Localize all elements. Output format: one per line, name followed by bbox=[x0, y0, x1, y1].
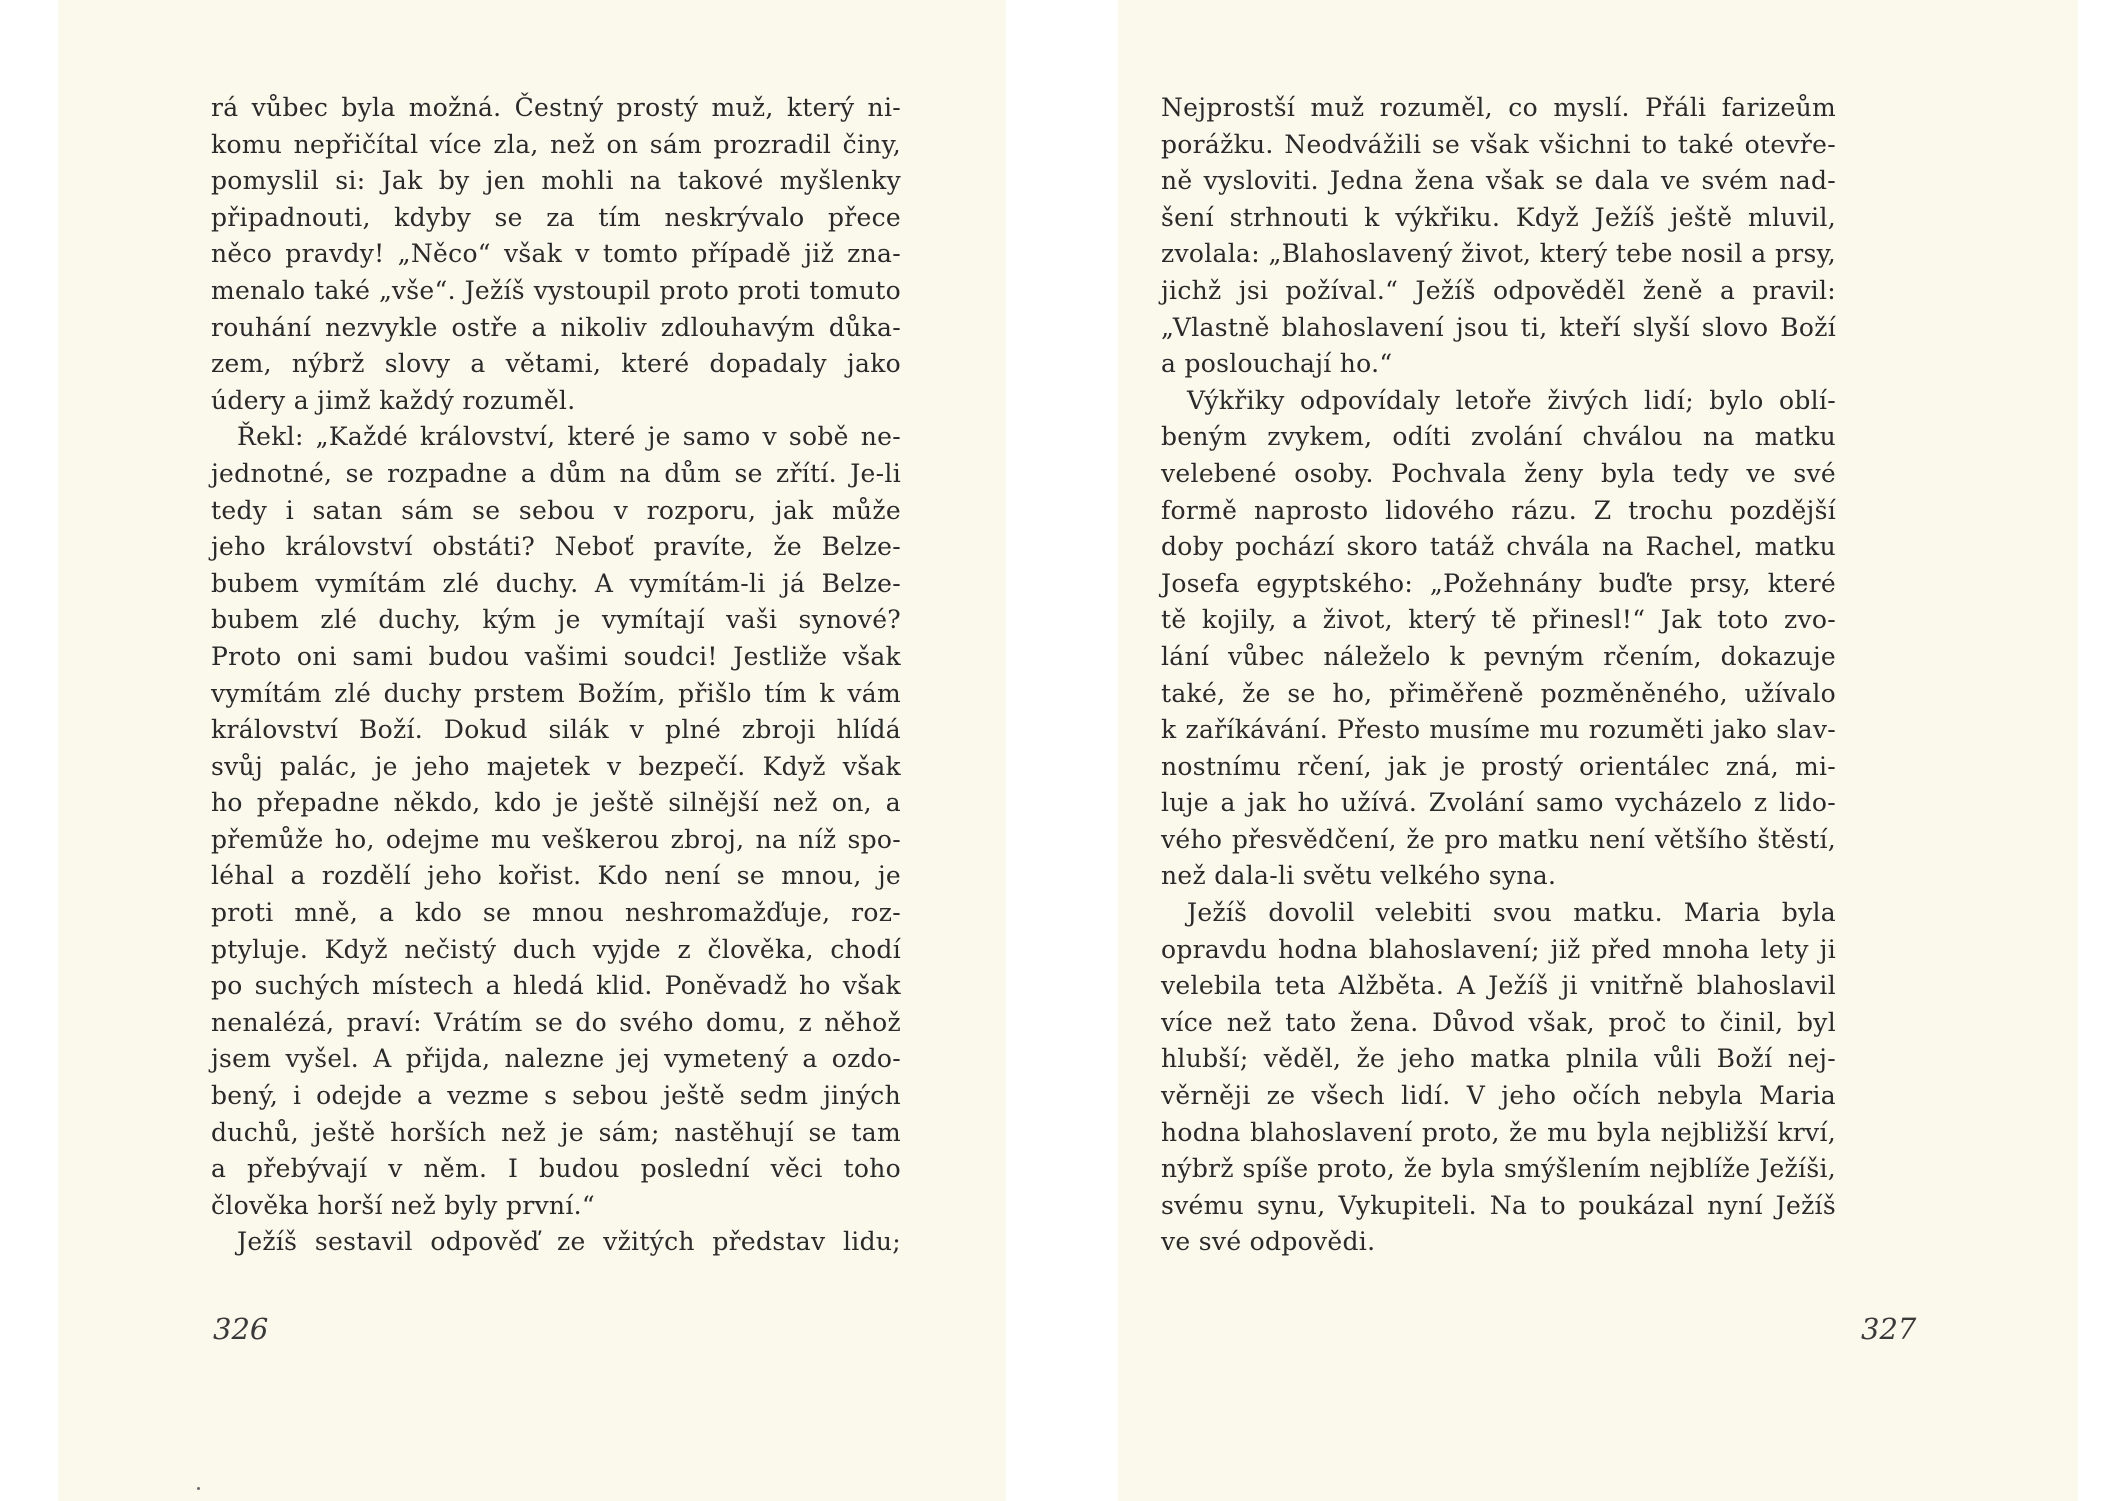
text-line: hodna blahoslavení proto, že mu byla nejbližší krví, bbox=[1161, 1117, 1836, 1147]
text-line: po suchých místech a hledá klid. Poněvadž ho však bbox=[211, 971, 901, 1001]
right-page-number: 327 bbox=[1861, 1312, 1917, 1346]
text-line: jeho království obstáti? Neboť pravíte, že Belze- bbox=[211, 532, 901, 562]
text-line: luje a jak ho užívá. Zvolání samo vycházelo z lido- bbox=[1161, 788, 1836, 818]
text-line: vého přesvědčení, že pro matku není většího štěstí, bbox=[1161, 824, 1836, 854]
text-line: zem, nýbrž slovy a větami, které dopadaly jako bbox=[211, 349, 901, 379]
text-line: věrněji ze všech lidí. V jeho očích nebyla Maria bbox=[1161, 1081, 1836, 1111]
right-page bbox=[1118, 0, 2078, 1501]
text-line: menalo také „vše“. Ježíš vystoupil proto proti tomuto bbox=[211, 275, 901, 305]
right-page-text bbox=[1161, 90, 1836, 1261]
text-line: svému synu, Vykupiteli. Na to poukázal nyní Ježíš bbox=[1161, 1190, 1836, 1220]
text-line: nýbrž spíše proto, že byla smýšlením nejblíže Ježíši, bbox=[1161, 1154, 1836, 1184]
text-line: ně vysloviti. Jedna žena však se dala ve svém nad- bbox=[1161, 166, 1836, 196]
text-line: tedy i satan sám se sebou v rozporu, jak může bbox=[211, 495, 901, 525]
text-line: rouhání nezvykle ostře a nikoliv zdlouhavým důka- bbox=[211, 312, 901, 342]
text-line: opravdu hodna blahoslavení; již před mnoha lety ji bbox=[1161, 934, 1836, 964]
text-line: hlubší; věděl, že jeho matka plnila vůli Boží nej- bbox=[1161, 1044, 1836, 1074]
text-line: velebené osoby. Pochvala ženy byla tedy ve své bbox=[1161, 458, 1836, 488]
text-line: ptyluje. Když nečistý duch vyjde z člověka, chodí bbox=[211, 934, 901, 964]
text-line: než dala-li světu velkého syna. bbox=[1161, 861, 1557, 891]
text-line: člověka horší než byly první.“ bbox=[211, 1190, 595, 1220]
text-line: Josefa egyptského: „Požehnány buďte prsy, které bbox=[1161, 568, 1836, 598]
text-line: proti mně, a kdo se mnou neshromažďuje, roz- bbox=[211, 898, 901, 928]
text-line: doby pochází skoro tatáž chvála na Rachel, matku bbox=[1161, 532, 1836, 562]
text-line: něco pravdy! „Něco“ však v tomto případě již zna- bbox=[211, 239, 901, 269]
text-line: porážku. Neodvážili se však všichni to také otevře- bbox=[1161, 129, 1836, 159]
text-line: jsem vyšel. A přijda, nalezne jej vymetený a ozdo- bbox=[211, 1044, 901, 1074]
text-line: pomyslil si: Jak by jen mohli na takové myšlenky bbox=[211, 166, 901, 196]
text-line: „Vlastně blahoslavení jsou ti, kteří slyší slovo Boží bbox=[1161, 312, 1836, 342]
text-line: Řekl: „Každé království, které je samo v sobě ne- bbox=[237, 422, 901, 452]
text-line: léhal a rozdělí jeho kořist. Kdo není se mnou, je bbox=[211, 861, 901, 891]
text-line: jednotné, se rozpadne a dům na dům se zřítí. Je-li bbox=[211, 458, 901, 488]
text-line: více než tato žena. Důvod však, proč to činil, byl bbox=[1161, 1007, 1836, 1037]
text-line: bubem vymítám zlé duchy. A vymítám-li já Belze- bbox=[211, 568, 901, 598]
text-line: Výkřiky odpovídaly letoře živých lidí; bylo oblí- bbox=[1187, 385, 1836, 415]
text-line: a přebývají v něm. I budou poslední věci toho bbox=[211, 1154, 901, 1184]
text-line: tě kojily, a život, který tě přinesl!“ Jak toto zvo- bbox=[1161, 605, 1836, 635]
text-line: Ježíš dovolil velebiti svou matku. Maria byla bbox=[1187, 898, 1836, 928]
text-line: k zaříkávání. Přesto musíme mu rozuměti jako slav- bbox=[1161, 715, 1836, 745]
paper-speck bbox=[197, 1487, 200, 1490]
text-line: připadnouti, kdyby se za tím neskrývalo přece bbox=[211, 202, 901, 232]
text-line: bený, i odejde a vezme s sebou ještě sedm jiných bbox=[211, 1081, 901, 1111]
text-line: Ježíš sestavil odpověď ze vžitých představ lidu; bbox=[237, 1227, 901, 1257]
text-line: duchů, ještě horších než je sám; nastěhují se tam bbox=[211, 1117, 901, 1147]
text-line: také, že se ho, přiměřeně pozměněného, užívalo bbox=[1161, 678, 1836, 708]
text-line: nenalézá, praví: Vrátím se do svého domu, z něhož bbox=[211, 1007, 901, 1037]
text-line: bubem zlé duchy, kým je vymítají vaši synové? bbox=[211, 605, 901, 635]
text-line: svůj palác, je jeho majetek v bezpečí. Když však bbox=[211, 751, 901, 781]
text-line: jichž jsi požíval.“ Ježíš odpověděl ženě a pravil: bbox=[1161, 275, 1836, 305]
text-line: formě naprosto lidového rázu. Z trochu pozdější bbox=[1161, 495, 1836, 525]
text-line: komu nepřičítal více zla, než on sám prozradil činy, bbox=[211, 129, 901, 159]
text-line: ve své odpovědi. bbox=[1161, 1227, 1376, 1257]
text-line: přemůže ho, odejme mu veškerou zbroj, na níž spo- bbox=[211, 824, 901, 854]
text-line: zvolala: „Blahoslavený život, který tebe nosil a prsy, bbox=[1161, 239, 1836, 269]
text-line: Proto oni sami budou vašimi soudci! Jestliže však bbox=[211, 641, 901, 671]
text-line: šení strhnouti k výkřiku. Když Ježíš ještě mluvil, bbox=[1161, 202, 1836, 232]
text-line: beným zvykem, odíti zvolání chválou na matku bbox=[1161, 422, 1836, 452]
left-page bbox=[58, 0, 1006, 1501]
text-line: a poslouchají ho.“ bbox=[1161, 349, 1393, 379]
text-line: rá vůbec byla možná. Čestný prostý muž, který ni- bbox=[211, 93, 901, 122]
text-line: království Boží. Dokud silák v plné zbroji hlídá bbox=[211, 715, 901, 745]
text-line: lání vůbec náleželo k pevným rčením, dokazuje bbox=[1161, 641, 1836, 671]
left-page-text bbox=[211, 90, 901, 1261]
text-line: nostnímu rčení, jak je prostý orientálec zná, mi- bbox=[1161, 751, 1836, 781]
text-line: vymítám zlé duchy prstem Božím, přišlo tím k vám bbox=[211, 678, 901, 708]
text-line: velebila teta Alžběta. A Ježíš ji vnitřně blahoslavil bbox=[1161, 971, 1836, 1001]
left-page-number: 326 bbox=[213, 1312, 269, 1346]
text-line: údery a jimž každý rozuměl. bbox=[211, 385, 576, 415]
text-line: Nejprostší muž rozuměl, co myslí. Přáli farizeům bbox=[1161, 93, 1836, 122]
text-line: ho přepadne někdo, kdo je ještě silnější než on, a bbox=[211, 788, 901, 818]
